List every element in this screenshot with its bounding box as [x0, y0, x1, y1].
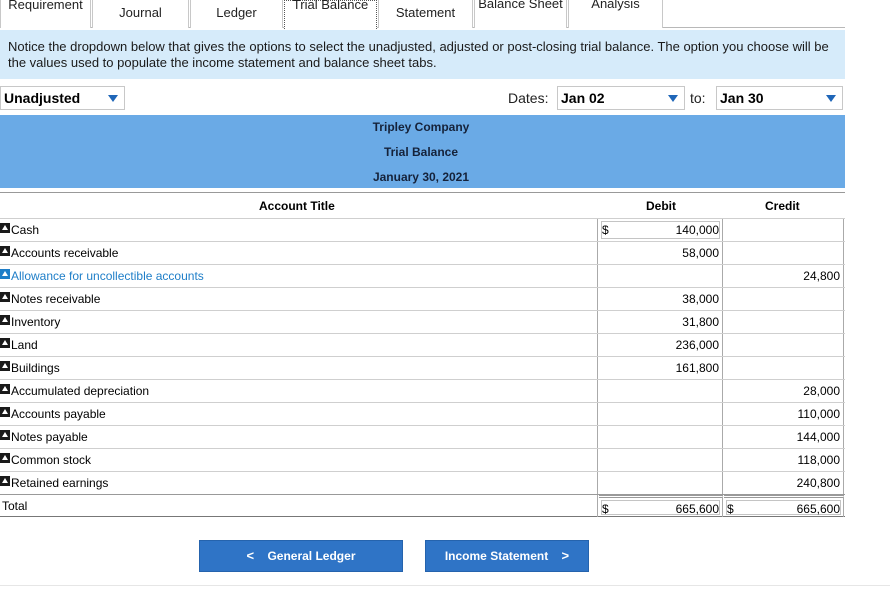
credit-cell[interactable]	[724, 265, 844, 287]
credit-value: 144,000	[796, 430, 840, 444]
debit-cell[interactable]	[599, 242, 723, 264]
credit-cell[interactable]	[724, 311, 844, 333]
account-name: Common stock	[11, 453, 92, 467]
account-name: Accounts receivable	[11, 246, 119, 260]
tab-label: Balance Sheet	[478, 0, 563, 11]
chevron-down-icon	[668, 95, 678, 102]
account-name: Notes payable	[11, 430, 88, 444]
tab-label: Journal	[119, 5, 162, 20]
tab-balance-sheet[interactable]	[474, 0, 567, 28]
account-cell[interactable]	[0, 311, 598, 333]
credit-cell[interactable]	[724, 219, 844, 241]
up-arrow-icon[interactable]	[0, 361, 10, 371]
credit-cell[interactable]	[724, 472, 844, 494]
table-row	[0, 241, 845, 264]
total-row	[0, 494, 845, 517]
column-header-debit: Debit	[646, 199, 676, 213]
account-name: Notes receivable	[11, 292, 101, 306]
account-name: Accounts payable	[11, 407, 106, 421]
debit-cell[interactable]	[599, 426, 723, 448]
debit-value: 161,800	[675, 361, 719, 375]
currency-symbol: $	[602, 502, 609, 516]
up-arrow-icon[interactable]	[0, 223, 10, 233]
credit-value: 110,000	[797, 407, 840, 421]
tab-label: Requirement	[8, 0, 83, 12]
credit-cell[interactable]	[724, 449, 844, 471]
up-arrow-icon[interactable]	[0, 338, 10, 348]
column-header-credit: Credit	[765, 199, 800, 213]
credit-cell[interactable]	[724, 357, 844, 379]
debit-cell[interactable]	[599, 288, 723, 310]
tab-label: Analysis	[591, 0, 640, 11]
tab-label: Trial Balance	[292, 0, 369, 12]
tab-statement[interactable]	[378, 0, 473, 28]
account-cell[interactable]	[0, 265, 598, 287]
chevron-right-icon: >	[561, 548, 570, 563]
company-name: Tripley Company	[372, 120, 470, 134]
table-row	[0, 333, 845, 356]
account-cell[interactable]	[0, 449, 598, 471]
up-arrow-icon[interactable]	[0, 384, 10, 394]
credit-value: 240,800	[796, 476, 840, 490]
currency-symbol: $	[602, 223, 609, 237]
tab-label: Ledger	[216, 5, 257, 20]
up-arrow-icon[interactable]	[0, 476, 10, 486]
report-date: January 30, 2021	[372, 170, 470, 184]
table-row	[0, 218, 845, 241]
total-credit-value: 665,600	[796, 502, 840, 516]
tab-journal[interactable]	[92, 0, 189, 28]
account-cell[interactable]	[0, 403, 598, 425]
table-row	[0, 471, 845, 494]
credit-cell[interactable]	[724, 242, 844, 264]
debit-cell[interactable]	[599, 449, 723, 471]
tab-label: Statement	[395, 5, 456, 20]
up-arrow-icon[interactable]	[0, 453, 10, 463]
debit-value: 38,000	[682, 292, 719, 306]
tab-analysis[interactable]	[568, 0, 663, 28]
balance-type-select[interactable]	[0, 86, 125, 110]
debit-cell[interactable]	[599, 472, 723, 494]
account-cell[interactable]	[0, 357, 598, 379]
date-from-select[interactable]	[557, 86, 685, 110]
table-row	[0, 310, 845, 333]
date-from-value: Jan 02	[561, 90, 605, 106]
table-header	[0, 193, 845, 218]
account-cell[interactable]	[0, 334, 598, 356]
account-name: Inventory	[11, 315, 61, 329]
account-name: Buildings	[11, 361, 60, 375]
balance-type-value: Unadjusted	[4, 90, 81, 106]
debit-value: 31,800	[682, 315, 719, 329]
tab-trial-balance[interactable]	[284, 0, 377, 29]
debit-cell[interactable]	[599, 334, 723, 356]
currency-symbol: $	[727, 502, 734, 516]
button-label: General Ledger	[267, 549, 356, 563]
tab-bar	[0, 0, 845, 28]
debit-cell[interactable]	[599, 380, 723, 402]
up-arrow-icon[interactable]	[0, 430, 10, 440]
date-to-select[interactable]	[716, 86, 843, 110]
table-row	[0, 264, 845, 287]
table-row	[0, 448, 845, 471]
account-name: Retained earnings	[11, 476, 109, 490]
table-row	[0, 287, 845, 310]
general-ledger-button[interactable]	[199, 540, 403, 572]
table-row	[0, 402, 845, 425]
chevron-down-icon	[108, 95, 118, 102]
income-statement-button[interactable]	[425, 540, 589, 572]
total-debit-value: 665,600	[675, 502, 719, 516]
debit-value: 236,000	[675, 338, 719, 352]
debit-cell[interactable]	[599, 265, 723, 287]
debit-cell[interactable]	[599, 403, 723, 425]
debit-cell[interactable]	[599, 357, 723, 379]
total-credit-cell	[724, 495, 844, 517]
table-row	[0, 356, 845, 379]
credit-value: 24,800	[803, 269, 840, 283]
options-row	[0, 86, 845, 110]
credit-cell[interactable]	[724, 403, 844, 425]
credit-value: 28,000	[803, 384, 840, 398]
trial-balance-table	[0, 192, 845, 517]
up-arrow-icon[interactable]	[0, 292, 10, 302]
account-cell[interactable]	[0, 426, 598, 448]
up-arrow-icon[interactable]	[0, 269, 10, 279]
credit-cell[interactable]	[724, 426, 844, 448]
to-label: to:	[690, 90, 706, 106]
report-title: Trial Balance	[383, 145, 459, 159]
total-debit-cell	[599, 495, 723, 517]
account-cell[interactable]	[0, 288, 598, 310]
account-name: Cash	[11, 223, 40, 237]
tab-ledger[interactable]	[190, 0, 283, 28]
date-to-value: Jan 30	[720, 90, 764, 106]
account-cell[interactable]	[0, 472, 598, 494]
debit-value: 140,000	[675, 223, 719, 237]
column-header-account: Account Title	[259, 199, 335, 213]
account-cell[interactable]	[0, 219, 598, 241]
up-arrow-icon[interactable]	[0, 315, 10, 325]
button-label: Income Statement	[444, 549, 549, 563]
account-name: Land	[11, 338, 38, 352]
debit-cell[interactable]	[599, 311, 723, 333]
table-row	[0, 425, 845, 448]
credit-cell[interactable]	[724, 334, 844, 356]
account-cell[interactable]	[0, 380, 598, 402]
notice-banner: Notice the dropdown below that gives the options to select the unadjusted, adjusted or post-closing trial balance. The option you choose will be the values used to populate the income statement and balance sheet tabs.	[0, 30, 845, 79]
dates-label: Dates:	[508, 90, 549, 106]
up-arrow-icon[interactable]	[0, 246, 10, 256]
account-cell[interactable]	[0, 242, 598, 264]
report-header	[0, 115, 845, 188]
divider	[0, 585, 890, 586]
tab-requirement[interactable]	[0, 0, 91, 28]
chevron-down-icon	[826, 95, 836, 102]
table-row	[0, 379, 845, 402]
credit-value: 118,000	[797, 453, 840, 467]
total-label: Total	[0, 495, 598, 517]
debit-value: 58,000	[682, 246, 719, 260]
up-arrow-icon[interactable]	[0, 407, 10, 417]
account-name: Allowance for uncollectible accounts	[11, 269, 204, 283]
chevron-left-icon: <	[246, 548, 255, 563]
debit-cell[interactable]	[599, 219, 723, 241]
account-name: Accumulated depreciation	[11, 384, 150, 398]
credit-cell[interactable]	[724, 380, 844, 402]
credit-cell[interactable]	[724, 288, 844, 310]
